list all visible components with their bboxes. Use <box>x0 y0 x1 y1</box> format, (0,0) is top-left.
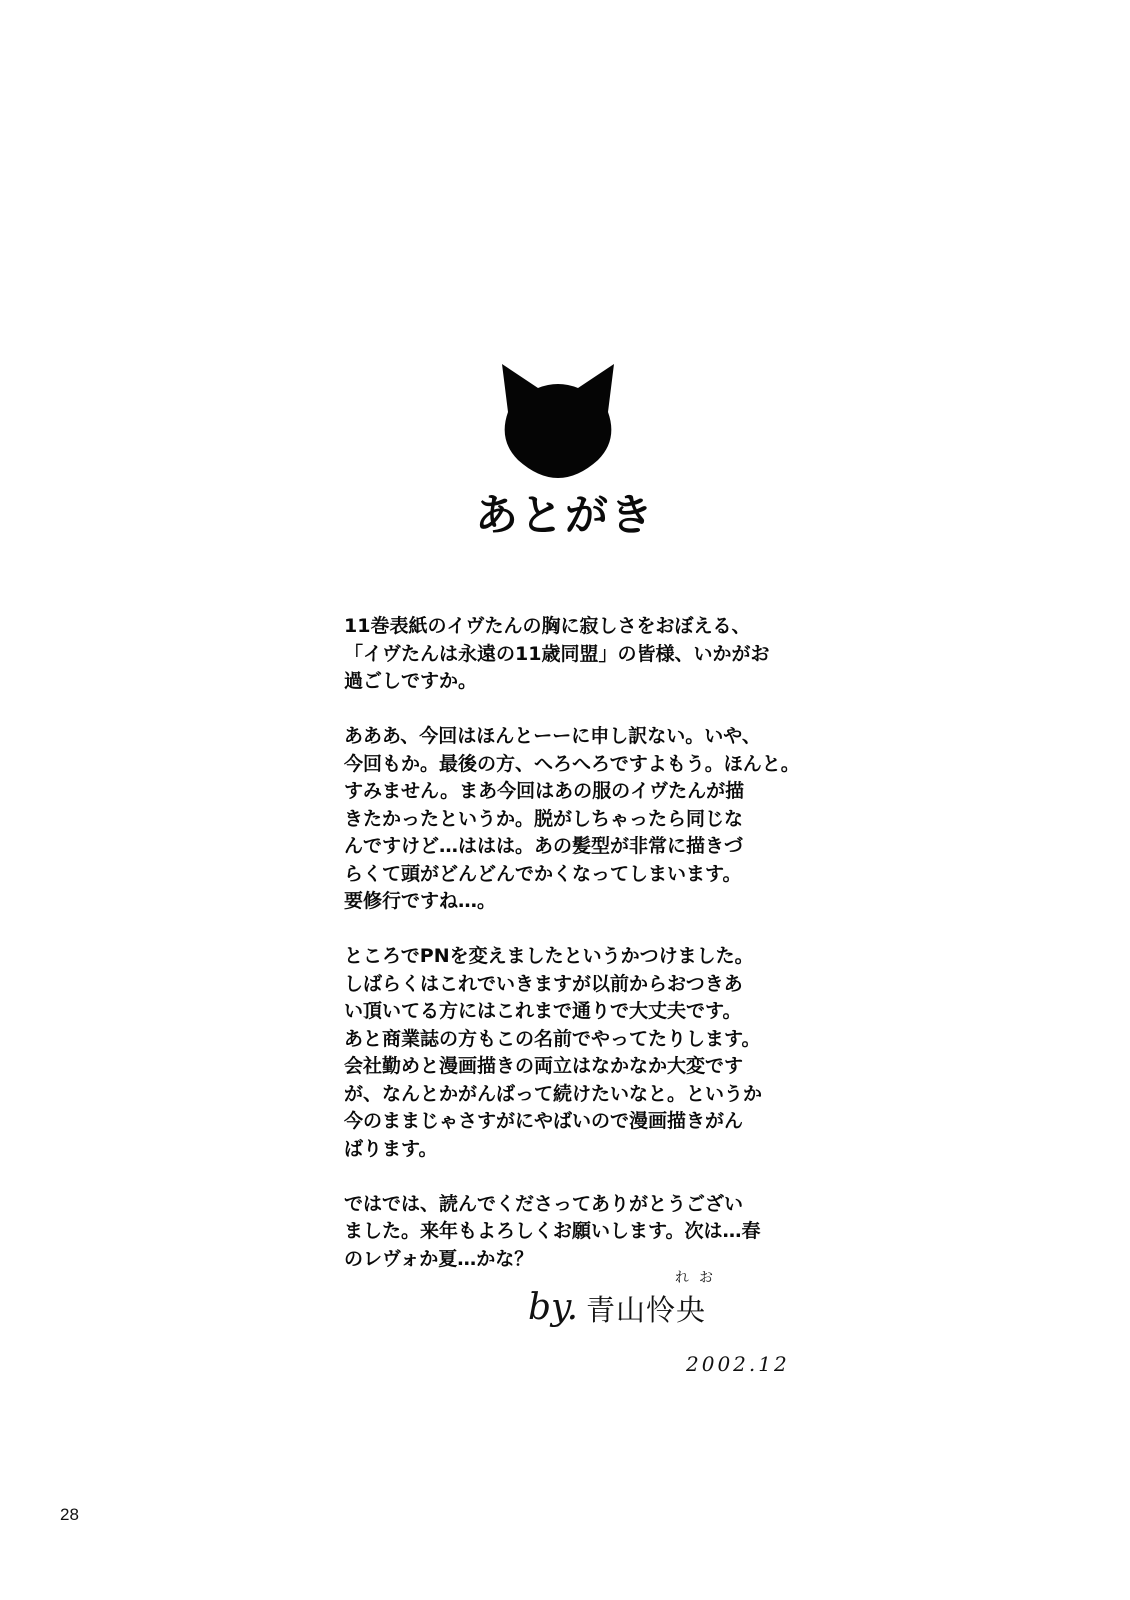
page-number: 28 <box>60 1505 79 1524</box>
paragraph: 11巻表紙のイヴたんの胸に寂しさをおぼえる、 「イヴたんは永遠の11歳同盟」の皆様、いかがお 過ごしですか。 <box>344 615 770 692</box>
cat-head-icon <box>498 360 618 480</box>
signature-ruby: れお <box>675 1270 723 1286</box>
paragraph: あああ、今回はほんとーーに申し訳ない。いや、 今回もか。最後の方、へろへろですよもう。ほんと。 すみません。まあ今回はあの服のイヴたんが描 きたかったというか。脱がしちゃったら同じな んですけど…ははは。あの髪型が非常に描きづ らくて頭がどんどんでかくなってしまいます。 要修行ですね…。 <box>344 725 800 912</box>
paragraph: ところでPNを変えましたというかつけました。 しばらくはこれでいきますが以前からおつきあ い頂いてる方にはこれまで通りで大丈夫です。 あと商業誌の方もこの名前でやってたりします。 会社勤めと漫画描きの両立はなかなか大変です が、なんとかがんばって続けたいなと。というか 今のままじゃさすがにやばいので漫画描きがん ばります。 <box>344 945 763 1160</box>
signature-by: by. <box>528 1287 579 1328</box>
author-signature <box>520 1270 820 1390</box>
signature-name: 青山怜央 <box>586 1293 707 1327</box>
afterword-body <box>344 613 814 1301</box>
page-title: あとがき <box>475 491 655 541</box>
signature-date: 2002.12 <box>686 1352 790 1376</box>
paragraph: ではでは、読んでくださってありがとうござい ました。来年もよろしくお願いします。次は…春 のレヴォか夏…かな？ <box>344 1192 761 1270</box>
